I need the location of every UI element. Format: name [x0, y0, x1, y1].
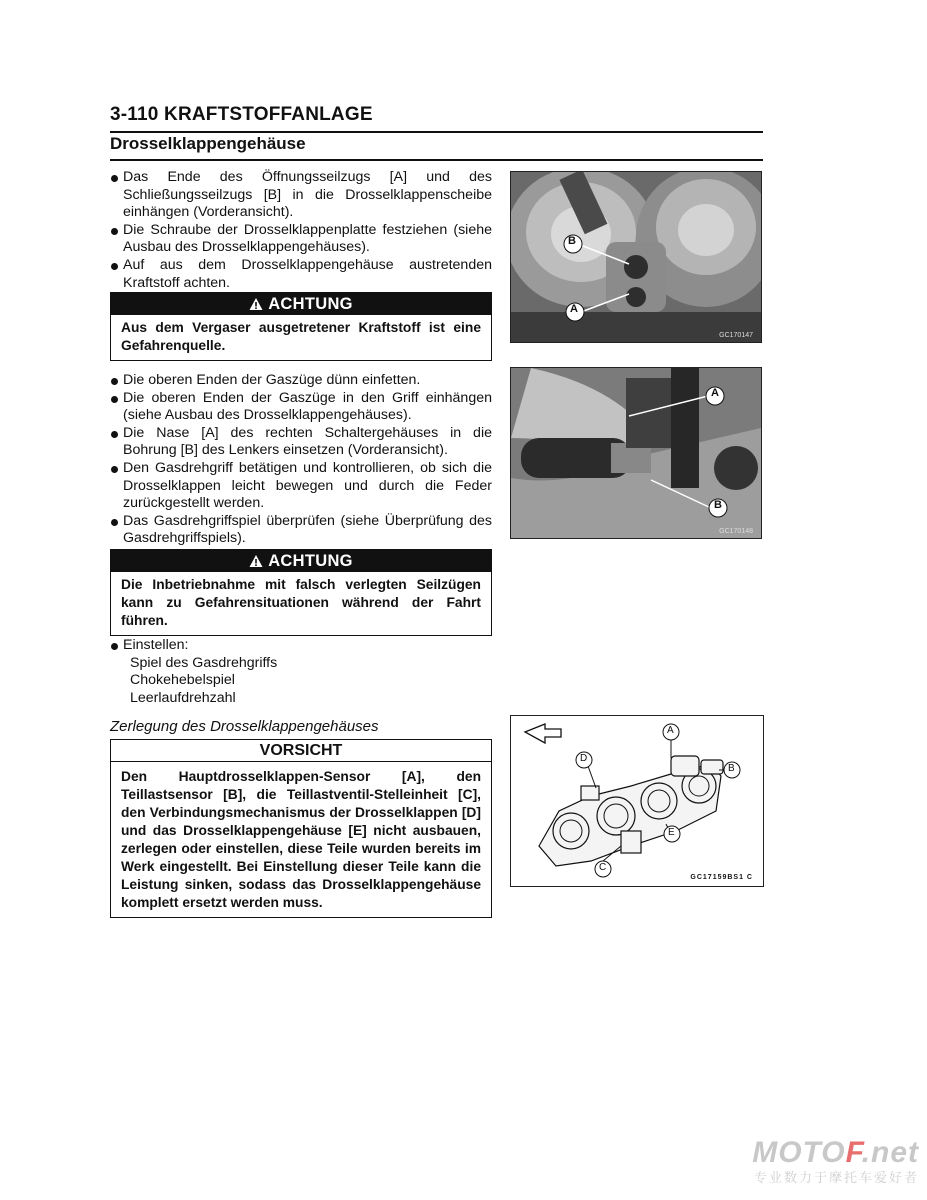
caution-title: VORSICHT	[111, 740, 491, 762]
warning-triangle-icon	[249, 552, 263, 574]
callout-e: E	[668, 827, 675, 838]
figure-throttle-body-drawing	[510, 715, 764, 887]
instructions-block-2	[110, 372, 492, 548]
callout-a: A	[570, 303, 578, 315]
figure-handlebar-grip	[510, 367, 762, 539]
instructions-block-1	[110, 169, 492, 292]
warning-box-1	[110, 292, 492, 361]
list-item: Die oberen Enden der Gaszüge in den Griff einhängen (siehe Ausbau des Drosselklappengehäuses).	[110, 390, 492, 425]
list-item: Das Ende des Öffnungsseilzugs [A] und des Schließungsseilzugs [B] in die Drosselklappenscheibe einhängen (Vorderansicht).	[110, 169, 492, 222]
brand-accent: F	[845, 1136, 862, 1169]
callout-a: A	[667, 725, 674, 736]
callout-b: B	[714, 499, 722, 511]
callout-b: B	[728, 763, 735, 774]
list-item: Das Gasdrehgriffspiel überprüfen (siehe Überprüfung des Gasdrehgriffspiels).	[110, 513, 492, 548]
list-item: Auf aus dem Drosselklappengehäuse austretenden Kraftstoff achten.	[110, 257, 492, 292]
warning-title: ACHTUNG	[268, 295, 353, 313]
brand-main: MOTO	[752, 1136, 846, 1169]
list-item: Spiel des Gasdrehgriffs	[130, 654, 278, 671]
list-item: Die oberen Enden der Gaszüge dünn einfetten.	[110, 372, 492, 390]
callout-c: C	[599, 862, 607, 873]
adjust-label: Einstellen:	[110, 637, 492, 655]
callout-a: A	[711, 387, 719, 399]
warning-triangle-icon	[249, 295, 263, 317]
watermark	[752, 1136, 919, 1186]
figure-code: GC170147	[719, 332, 753, 339]
list-item: Den Gasdrehgriff betätigen und kontrollieren, ob sich die Drosselklappen leicht bewegen und durch die Feder zurückgestellt werden.	[110, 460, 492, 513]
caution-text: Den Hauptdrosselklappen-Sensor [A], den Teillastsensor [B], die Teillastventil-Stelleinheit [C], den Verbindungsmechanismus der Drosselklappen [D] und das Drosselklappengehäuse [E] nicht ausbauen, zerlegen oder einstellen, diese Teile wurden bereits im Werk eingestellt. Bei Einstellung dieser Teile kann die Leistung sinken, sodass das Drosselklappengehäuse komplett ersetzt werden muss.	[121, 769, 481, 910]
section-title: Drosselklappengehäuse	[110, 134, 763, 161]
watermark-tagline: 专业数力于摩托车爱好者	[753, 1170, 919, 1185]
callout-b: B	[568, 235, 576, 247]
callout-d: D	[580, 753, 588, 764]
caution-box	[110, 739, 492, 918]
warning-header	[111, 293, 491, 315]
figure-code: GC17159BS1 C	[690, 874, 753, 881]
warning-header	[111, 550, 491, 572]
figure-code: GC170148	[719, 528, 753, 535]
list-item: Die Schraube der Drosselklappenplatte festziehen (siehe Ausbau des Drosselklappengehäuses).	[110, 222, 492, 257]
subheading: Zerlegung des Drosselklappengehäuses	[110, 718, 379, 735]
list-item: Chokehebelspiel	[130, 672, 235, 689]
warning-box-2	[110, 549, 492, 636]
list-item: Leerlaufdrehzahl	[130, 689, 236, 706]
warning-text: Aus dem Vergaser ausgetretener Kraftstoff ist eine Gefahrenquelle.	[121, 320, 481, 353]
watermark-logo	[752, 1136, 919, 1170]
warning-text: Die Inbetriebnahme mit falsch verlegten Seilzügen kann zu Gefahrensituationen während der Fahrt führen.	[121, 577, 481, 628]
brand-tail: .net	[861, 1136, 919, 1169]
list-item: Die Nase [A] des rechten Schaltergehäuses in die Bohrung [B] des Lenkers einsetzen (Vorderansicht).	[110, 425, 492, 460]
page-title: 3-110 KRAFTSTOFFANLAGE	[110, 104, 763, 133]
warning-title: ACHTUNG	[268, 552, 353, 570]
adjust-block	[110, 637, 492, 707]
figure-throttle-cables	[510, 171, 762, 343]
